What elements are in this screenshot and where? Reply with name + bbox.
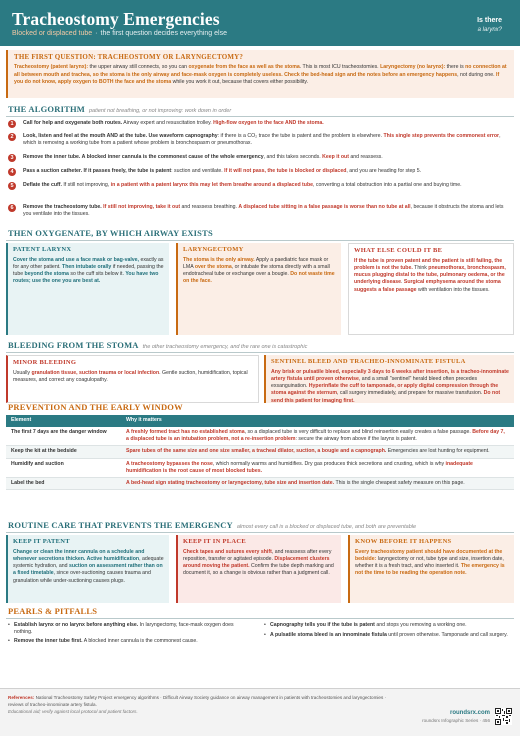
lx-t5: Do not waste time on the face. bbox=[183, 271, 335, 285]
keep-patent-box bbox=[6, 535, 169, 603]
pearl-1-a: Establish larynx or no larynx before anything else. bbox=[14, 622, 139, 628]
step-3-b: , and this takes seconds. bbox=[263, 154, 323, 160]
patent-larynx-box bbox=[6, 243, 169, 335]
table-row bbox=[6, 446, 514, 458]
step-1-a: Call for help and oxygenate both routes. bbox=[23, 120, 123, 126]
first-question-heading: THE FIRST QUESTION: TRACHEOSTOMY OR LARYNGECTOMY? bbox=[14, 53, 244, 61]
pl-t1: Cover the stoma and use a face mask or bag-valve, bbox=[13, 256, 139, 263]
laryngectomy-text bbox=[183, 257, 336, 286]
fq-s3: oxygenate from the face as well as the stoma bbox=[188, 64, 300, 71]
step-text bbox=[23, 120, 512, 127]
kp-t3: suction on assessment rather than on a fixed timetable bbox=[13, 563, 163, 577]
sb-t4: , call surgery immediately, and prepare for massive transfusion. bbox=[337, 390, 484, 397]
pearl-item bbox=[264, 632, 514, 639]
pearl-2-a: Remove the inner tube first. bbox=[14, 638, 83, 644]
series-label: roundsrx Infographic Series · 456 bbox=[422, 718, 490, 724]
step-2-b: : if there is a CO₂ trace the tube is patent and the problem is elsewhere. bbox=[217, 133, 384, 139]
kp-t1: Change or clean the inner cannula on a schedule and whenever secretions thicken. Active humidification bbox=[13, 548, 145, 563]
row2-b: Emergencies are lost hunting for equipment. bbox=[386, 448, 490, 455]
mb-t3: . Gentle suction, humidification, topical measures, and correct any coagulopathy. bbox=[13, 369, 248, 384]
step-4-a: Pass a suction catheter. If it passes freely, the tube is patent bbox=[23, 168, 172, 174]
row1-b: , so a displaced tube is very difficult to replace and blind reinsertion easily creates a false passage. bbox=[244, 429, 473, 435]
kip-t1: Check tapes and sutures every shift bbox=[183, 548, 272, 555]
step-4-b: : suction and ventilate. bbox=[171, 168, 225, 174]
prevention-heading-text: PREVENTION AND THE EARLY WINDOW bbox=[8, 402, 183, 412]
step-text bbox=[23, 154, 512, 161]
table-cell-element: Label the bed bbox=[6, 477, 121, 489]
know-before-box bbox=[348, 535, 514, 603]
oxygenate-heading bbox=[8, 228, 213, 239]
table-cell-element: Humidify and suction bbox=[6, 458, 121, 477]
kip-t4: Confirm the tube depth marking and document it, so a change is obvious rather than a judgment call. bbox=[183, 563, 334, 577]
page-title: Tracheostomy Emergencies bbox=[12, 9, 220, 29]
lx-t2: Apply a paediatric face mask or LMA bbox=[183, 256, 329, 271]
step-6-e: , because it obstructs the stoma and lets you ventilate into the tissues. bbox=[23, 204, 504, 218]
fq-s10: , not during one. bbox=[457, 71, 497, 78]
pl-t2: exactly as for any other patient. bbox=[13, 256, 164, 271]
qr-code-icon bbox=[495, 708, 512, 725]
table-row bbox=[6, 427, 514, 446]
table-cell-why bbox=[121, 446, 514, 458]
step-1-b: Airway expert and resuscitation trolley. bbox=[122, 120, 214, 126]
step-number: 5 bbox=[8, 182, 16, 190]
step-5-a: Deflate the cuff. bbox=[23, 182, 62, 188]
keep-patent-title: KEEP IT PATENT bbox=[13, 538, 70, 545]
minor-bleeding-box bbox=[6, 355, 259, 403]
pl-t3: Then intubate orally bbox=[62, 264, 112, 271]
pearl-3-b: and stops you removing a working one. bbox=[374, 622, 467, 628]
step-3-c: Keep it out bbox=[322, 154, 349, 160]
step-6-b: If still not improving, take it out bbox=[101, 204, 181, 210]
we-t5: Surgical emphysema around the stoma suggests a false passage bbox=[354, 279, 501, 293]
fq-s9: Check the bed-head sign and the notes before an emergency happens bbox=[284, 71, 458, 78]
algorithm-heading bbox=[8, 104, 231, 115]
algorithm-note: patient not breathing, or not improving: work down in order bbox=[89, 108, 232, 114]
sentinel-bleed-box bbox=[264, 355, 514, 403]
divider bbox=[6, 352, 514, 353]
row4-a: A bed-head sign stating tracheostomy or laryngectomy, tube size and insertion date. bbox=[126, 479, 335, 486]
oxygenate-heading-text: THEN OXYGENATE, BY WHICH AIRWAY EXISTS bbox=[8, 228, 213, 238]
educational-disclaimer: Educational aid; verify against local protocol and patient factors. bbox=[8, 708, 138, 714]
lx-t4: , or intubate the stoma directly with a small endotracheal tube or exchange over a bougie. bbox=[183, 264, 330, 278]
first-question-box bbox=[6, 50, 514, 98]
fq-s5: Laryngectomy (no larynx): bbox=[380, 64, 446, 71]
know-before-title: KNOW BEFORE IT HAPPENS bbox=[355, 538, 452, 545]
divider bbox=[6, 618, 514, 619]
row3-c: inadequate humidification is the root cause of most blocked tubes. bbox=[126, 460, 473, 474]
patent-larynx-title: PATENT LARYNX bbox=[13, 246, 72, 253]
routine-note: almost every call is a blocked or displaced tube, and both are preventable bbox=[236, 524, 417, 530]
footer bbox=[0, 688, 520, 736]
step-number: 1 bbox=[8, 120, 16, 128]
bleeding-note: the other tracheostomy emergency, and the rare one is catastrophic bbox=[142, 344, 308, 350]
fq-s7: no connection at all between mouth and trachea bbox=[14, 64, 507, 78]
laryngectomy-box bbox=[176, 243, 341, 335]
fq-s12: while you work it out, because that covers either possibility. bbox=[171, 78, 309, 85]
step-1-c: High-flow oxygen to the face AND the stoma. bbox=[213, 120, 324, 126]
pearl-3-a: Capnography tells you if the tube is patent bbox=[270, 622, 375, 628]
sb-t1: Any brisk or pulsatile bleed, especially 3 days to 6 weeks after insertion, is a tracheo-innominate artery fistula until proven otherwise bbox=[271, 368, 509, 383]
minor-bleeding-text bbox=[13, 370, 253, 384]
table-cell-element: Keep the kit at the bedside bbox=[6, 446, 121, 458]
row3-a: A tracheostomy bypasses the nose bbox=[126, 460, 213, 467]
site-link[interactable]: roundsrx.com bbox=[449, 710, 490, 716]
step-number: 4 bbox=[8, 168, 16, 176]
keep-in-place-box bbox=[176, 535, 341, 603]
step-5-b: If still not improving, bbox=[61, 182, 111, 188]
references bbox=[8, 695, 393, 716]
brand-block bbox=[422, 709, 490, 724]
keep-in-place-title: KEEP IT IN PLACE bbox=[183, 538, 247, 545]
routine-heading-text: ROUTINE CARE THAT PREVENTS THE EMERGENCY bbox=[8, 520, 233, 530]
fq-s8: , so the stoma is the only airway and face-mask oxygen is completely useless. bbox=[89, 71, 285, 78]
mb-t2: granulation tissue, suction trauma or local infection bbox=[31, 369, 160, 376]
pearl-item bbox=[264, 622, 514, 629]
badge-line-2: a larynx? bbox=[477, 27, 502, 34]
references-text: National Tracheostomy Safety Project emergency algorithms · Difficult Airway Society guidance on airway management in patients with tracheostomies and laryngectomies · reviews of tracheo-innominate artery fistula. bbox=[8, 695, 387, 707]
step-4-d: , and you are heading for step 5. bbox=[346, 168, 422, 174]
header-banner bbox=[0, 0, 520, 46]
fq-s1: Tracheostomy (patent larynx): bbox=[14, 64, 89, 71]
table-cell-element: The first 7 days are the danger window bbox=[6, 427, 121, 446]
step-5-d: , converting a total obstruction into a partial one and buying time. bbox=[313, 182, 462, 188]
kp-t4: , since over-suctioning causes trauma and granulation while under-suctioning causes plugs. bbox=[13, 570, 151, 584]
kp-t2: , adequate systemic hydration, and bbox=[13, 556, 164, 570]
row1-a: A freshly formed tract has no established stoma bbox=[126, 429, 245, 435]
step-number: 2 bbox=[8, 133, 16, 141]
larynx-badge bbox=[477, 16, 502, 35]
step-2-a: Look, listen and feel at the mouth AND at the tube. Use waveform capnography bbox=[23, 133, 218, 139]
minor-bleeding-title: MINOR BLEEDING bbox=[13, 359, 77, 366]
sb-t3: Hyperinflate the cuff to tamponade, or apply digital compression through the stoma against the sternum bbox=[271, 383, 499, 397]
page-subtitle bbox=[12, 29, 227, 38]
pl-t6: so the cuff sits below it. bbox=[68, 271, 126, 278]
row2-a: Spare tubes of the same size and one size smaller, a tracheal dilator, suction, a bougie and a capnograph. bbox=[126, 448, 387, 455]
pearls-heading-text: PEARLS & PITFALLS bbox=[8, 606, 98, 616]
table-header-row bbox=[6, 415, 514, 427]
prevention-table bbox=[6, 415, 514, 490]
we-t1: If the tube is proven patent and the patient is still failing, the problem is not the tube. bbox=[354, 257, 503, 272]
table-header-element: Element bbox=[6, 415, 121, 427]
kip-t3: Displacement clusters around moving the patient. bbox=[183, 556, 330, 570]
divider bbox=[6, 532, 514, 533]
row1-c: Before day 7, a displaced tube is an intubation problem, not a re-insertion problem bbox=[126, 429, 505, 443]
step-6-d: A displaced tube sitting in a false passage is worse than no tube at all bbox=[238, 204, 411, 210]
lx-t1: The stoma is the only airway. bbox=[183, 256, 255, 263]
step-text bbox=[23, 168, 512, 175]
algorithm-step bbox=[8, 168, 512, 175]
kb-t3: The emergency is not the time to be reading the operation note. bbox=[355, 563, 505, 577]
kip-t2: , and reassess after every reposition, transfer or agitated episode. bbox=[183, 548, 332, 563]
bleeding-heading bbox=[8, 340, 307, 351]
algorithm-step bbox=[8, 133, 512, 147]
pearl-1-b: In laryngectomy, face-mask oxygen does nothing. bbox=[14, 622, 234, 636]
what-else-text bbox=[354, 258, 508, 294]
divider bbox=[6, 116, 514, 117]
keep-patent-text bbox=[13, 549, 164, 585]
algorithm-heading-text: THE ALGORITHM bbox=[8, 104, 85, 114]
pl-t4: if needed, passing the tube bbox=[13, 264, 164, 278]
pearl-2-b: A blocked inner cannula is the commonest cause. bbox=[82, 638, 198, 644]
pearl-4-a: A pulsatile stoma bleed is an innominate fistula bbox=[270, 632, 387, 638]
step-3-a: Remove the inner tube. A blocked inner cannula is the commonest cause of the whole emergency bbox=[23, 154, 264, 160]
we-t6: with ventilation into the tissues. bbox=[416, 286, 490, 293]
we-t2: Think bbox=[412, 265, 429, 272]
step-5-c: in a patient with a patent larynx this may let them breathe around a displaced tube bbox=[110, 182, 314, 188]
row4-b: This is the single cheapest safety measure on this page. bbox=[334, 479, 465, 486]
step-number: 3 bbox=[8, 154, 16, 162]
patent-larynx-text bbox=[13, 257, 164, 286]
subtitle-separator: · bbox=[95, 30, 98, 37]
lx-t3: over the stoma bbox=[194, 264, 232, 271]
bleeding-heading-text: BLEEDING FROM THE STOMA bbox=[8, 340, 139, 350]
know-before-text bbox=[355, 549, 509, 578]
algorithm-step bbox=[8, 182, 512, 189]
pl-t5: beyond the stoma bbox=[24, 271, 69, 278]
kb-t2: laryngectomy or not, tube type and size, insertion date, whether it is a fresh tract, and who inserted it. bbox=[355, 556, 504, 570]
algorithm-step bbox=[8, 154, 512, 161]
table-cell-why bbox=[121, 427, 514, 446]
sb-t2: , and a small "sentinel" herald bleed often precedes exsanguination. bbox=[271, 376, 478, 390]
step-3-d: and reassess. bbox=[348, 154, 383, 160]
table-cell-why bbox=[121, 477, 514, 489]
pearls-heading bbox=[8, 606, 97, 617]
fq-s6: there is bbox=[445, 64, 466, 71]
table-row bbox=[6, 477, 514, 489]
references-label: References: bbox=[8, 695, 35, 700]
algorithm-step bbox=[8, 120, 512, 127]
row3-b: , which normally warms and humidifies. Dry gas produces thick secretions and crusting, which is why bbox=[212, 460, 446, 467]
fq-s4: . This is most ICU tracheostomies. bbox=[299, 64, 381, 71]
step-text bbox=[23, 204, 512, 218]
sentinel-bleed-title: SENTINEL BLEED AND TRACHEO-INNOMINATE FISTULA bbox=[271, 358, 466, 365]
sentinel-bleed-text bbox=[271, 369, 509, 405]
row1-d: : secure the airway from above if the larynx is patent. bbox=[295, 436, 417, 443]
step-number: 6 bbox=[8, 204, 16, 212]
fq-s11: If you do not know, apply oxygen to BOTH the face and the stoma bbox=[14, 71, 500, 85]
table-header-why: Why it matters bbox=[121, 415, 514, 427]
table-cell-why bbox=[121, 458, 514, 477]
prevention-heading bbox=[8, 402, 183, 413]
step-4-c: If it will not pass, the tube is blocked or displaced bbox=[224, 168, 347, 174]
step-2-c: This single step prevents the commonest error bbox=[383, 133, 500, 139]
algorithm-step bbox=[8, 204, 512, 218]
pearl-item bbox=[8, 638, 253, 645]
pl-t7: You have two routes; use the one you are best at. bbox=[13, 271, 159, 285]
subtitle-b: the first question decides everything else bbox=[100, 30, 227, 37]
we-t3: pneumothorax, bronchospasm, mucus plugging distal to the tube, pulmonary oedema, or the underlying disease bbox=[354, 265, 506, 286]
step-text bbox=[23, 133, 512, 147]
what-else-title: WHAT ELSE COULD IT BE bbox=[354, 247, 443, 254]
we-t4: . bbox=[401, 279, 404, 286]
mb-t1: Usually bbox=[13, 369, 32, 376]
first-question-text bbox=[14, 64, 508, 86]
badge-line-1: Is there bbox=[477, 17, 502, 24]
pearl-4-b: until proven otherwise. Tamponade and call surgery. bbox=[386, 632, 508, 638]
table-row bbox=[6, 458, 514, 477]
step-2-d: , which is removing a working tube from a patient whose problem is bronchospasm or pneumothorax. bbox=[23, 133, 501, 147]
step-text bbox=[23, 182, 512, 189]
laryngectomy-title: LARYNGECTOMY bbox=[183, 246, 244, 253]
subtitle-a: Blocked or displaced tube bbox=[12, 30, 93, 37]
pearl-item bbox=[8, 622, 253, 636]
step-6-c: and reassess breathing. bbox=[180, 204, 239, 210]
sb-t5: Do not send this patient for imaging first. bbox=[271, 390, 501, 404]
fq-s2: the upper airway still connects, so you can bbox=[88, 64, 189, 71]
routine-heading bbox=[8, 520, 416, 531]
step-6-a: Remove the tracheostomy tube. bbox=[23, 204, 102, 210]
kb-t1: Every tracheostomy patient should have documented at the bedside: bbox=[355, 548, 503, 563]
what-else-box bbox=[348, 243, 514, 335]
divider bbox=[6, 240, 514, 241]
keep-in-place-text bbox=[183, 549, 336, 578]
